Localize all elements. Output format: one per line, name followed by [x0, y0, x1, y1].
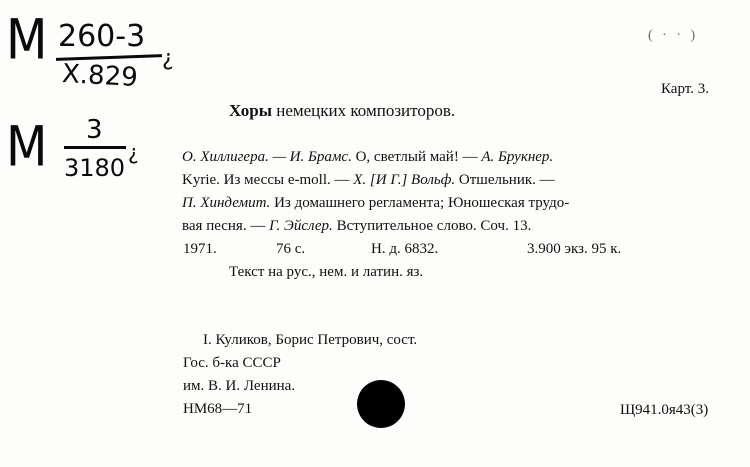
publication-year: 1971.	[183, 241, 217, 257]
classification-index: Щ941.0я43(3)	[620, 402, 709, 418]
title-rest: немецких композиторов.	[271, 101, 456, 120]
print-run-price: 3.900 экз. 95 к.	[527, 241, 622, 257]
card-code: НМ68—71	[183, 401, 253, 417]
library-name-2: им. В. И. Ленина.	[183, 378, 296, 394]
library-name-1: Гос. б-ка СССР	[183, 355, 281, 371]
shelf-mark-2-bottom: 3180	[64, 154, 126, 182]
card-title	[229, 102, 455, 119]
card-punch-hole	[357, 380, 405, 428]
contents-line-3: П. Хиндемит. Из домашнего регламента; Юношеская трудо-	[182, 195, 570, 211]
contents-line-4: вая песня. — Г. Эйслер. Вступительное слово. Соч. 13.	[182, 218, 532, 234]
page-count: 76 с.	[276, 241, 306, 257]
shelf-mark-2-check: ¿	[128, 140, 139, 164]
shelf-mark-1-bottom: Х.829	[61, 59, 139, 93]
shelf-mark-1-letter: М	[6, 7, 48, 73]
shelf-mark-2-top: 3	[86, 115, 103, 145]
publication-number: Н. д. 6832.	[371, 241, 439, 257]
faint-pencil-mark: ( · · )	[648, 28, 699, 43]
compiler-entry: I. Куликов, Борис Петрович, сост.	[203, 332, 418, 348]
shelf-mark-2-divider	[64, 146, 126, 149]
card-number: Карт. 3.	[661, 81, 709, 97]
title-bold: Хоры	[229, 101, 272, 120]
language-note: Текст на рус., нем. и латин. яз.	[229, 264, 424, 280]
contents-line-1: О. Хиллигера. — И. Брамс. О, светлый май! — А. Брукнер.	[182, 149, 554, 165]
shelf-mark-2-letter: М	[6, 114, 48, 180]
shelf-mark-1-check: ¿	[162, 46, 174, 71]
contents-line-2: Kyrie. Из мессы e-moll. — Х. [И Г.] Вольф. Отшельник. —	[182, 172, 555, 188]
shelf-mark-1-top: 260-3	[58, 19, 146, 54]
